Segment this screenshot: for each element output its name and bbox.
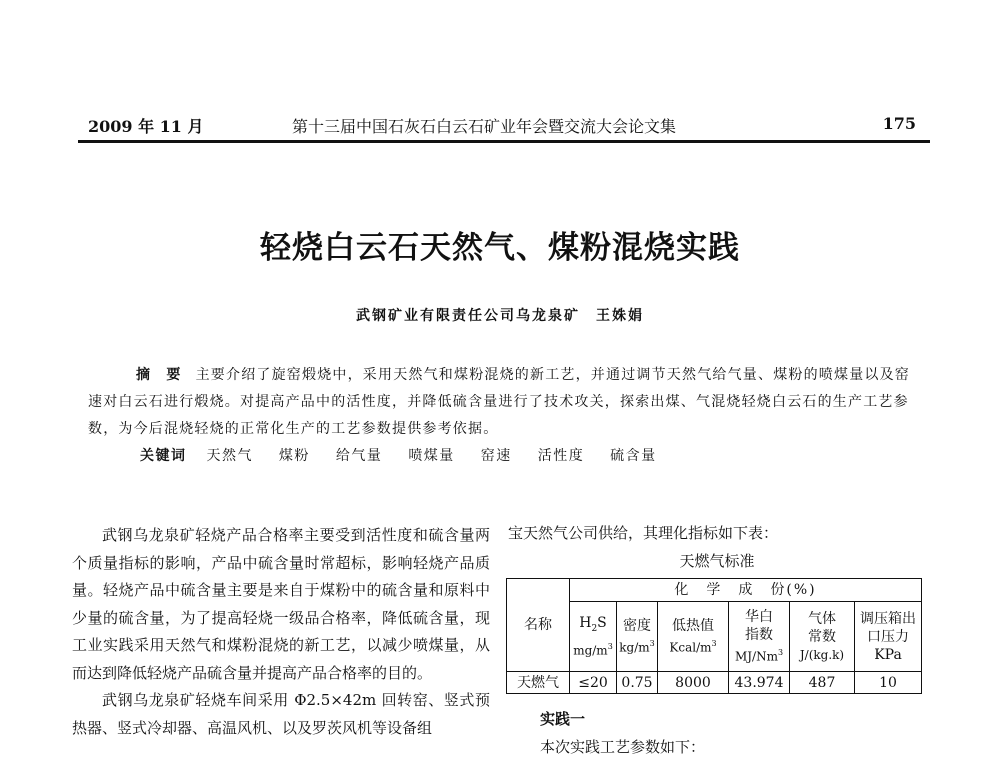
body-paragraph: 武钢乌龙泉矿轻烧车间采用 Φ2.5×42m 回转窑、竖式预热器、竖式冷却器、高温风机、以及罗茨风机等设备组 xyxy=(72,691,490,737)
body-right-intro: 宝天然气公司供给，其理化指标如下表： xyxy=(508,524,779,542)
table-row xyxy=(507,672,922,694)
keyword: 煤粉 xyxy=(278,448,310,464)
gas-standard-table xyxy=(506,578,922,694)
section-heading: 实践一 xyxy=(540,710,586,728)
keyword: 活性度 xyxy=(537,448,585,464)
cell-heat: 8000 xyxy=(658,672,729,694)
col-name-header: 名称 xyxy=(507,579,570,672)
h2s-header: $H_2S$ $mg/m^3$ xyxy=(570,602,617,672)
header-rule xyxy=(78,140,930,143)
keyword: 窑速 xyxy=(480,448,512,464)
pressure-header: 调压箱出口压力 KPa xyxy=(855,602,922,672)
header-date: 2009 年 11 月 xyxy=(88,117,204,136)
body-right-text: 本次实践工艺参数如下： xyxy=(540,738,706,756)
cell-pressure: 10 xyxy=(855,672,922,694)
cell-wobbe: 43.974 xyxy=(729,672,790,694)
header-journal-title: 第十三届中国石灰石白云石矿业年会暨交流大会论文集 xyxy=(292,117,677,136)
wobbe-index-header: 华白指数 MJ/Nm$^3$ xyxy=(729,602,790,672)
keywords-label: 关键词 xyxy=(140,448,187,464)
table-caption: 天燃气标准 xyxy=(679,552,755,570)
keyword: 给气量 xyxy=(335,448,383,464)
cell-gas-constant: 487 xyxy=(790,672,855,694)
body-paragraph: 武钢乌龙泉矿轻烧产品合格率主要受到活性度和硫含量两个质量指标的影响，产品中硫含量时常超标，影响轻烧产品质量。轻烧产品中硫含量主要是来自于煤粉中的硫含量和原料中少量的硫含量，为了提高轻烧一级品合格率，降低硫含量，现工业实践采用天然气和煤粉混烧的新工艺，以减少喷煤量，从而达到降低轻烧产品硫含量并提高产品合格率的目的。 xyxy=(72,526,490,682)
composition-group-header: 化 学 成 份(%) xyxy=(570,579,922,602)
keyword: 硫含量 xyxy=(610,448,657,464)
gas-constant-header: 气体常数 J/(kg.k) xyxy=(790,602,855,672)
keyword: 喷煤量 xyxy=(408,448,455,464)
heat-value-header: 低热值 Kcal/$m^3$ xyxy=(658,602,729,672)
keywords xyxy=(140,445,677,465)
author-line: 武钢矿业有限责任公司乌龙泉矿 王姝娟 xyxy=(356,308,644,324)
body-left-column xyxy=(72,522,490,742)
keyword: 天然气 xyxy=(206,448,253,464)
cell-h2s: ≤20 xyxy=(570,672,617,694)
abstract xyxy=(88,362,923,443)
cell-name: 天燃气 xyxy=(507,672,570,694)
header-page-number: 175 xyxy=(882,114,916,133)
density-header: 密度 $kg/m^3$ xyxy=(617,602,658,672)
abstract-label: 摘 要 xyxy=(136,367,182,383)
cell-density: 0.75 xyxy=(617,672,658,694)
paper-title: 轻烧白云石天然气、煤粉混烧实践 xyxy=(260,230,740,266)
abstract-text: 主要介绍了旋窑煅烧中，采用天然气和煤粉混烧的新工艺，并通过调节天然气给气量、煤粉的喷煤量以及窑速对白云石进行煅烧。对提高产品中的活性度，并降低硫含量进行了技术攻关，探索出煤、气混烧轻烧白云石的生产工艺参数，为今后混烧轻烧的正常化生产的工艺参数提供参考依据。 xyxy=(88,367,911,437)
